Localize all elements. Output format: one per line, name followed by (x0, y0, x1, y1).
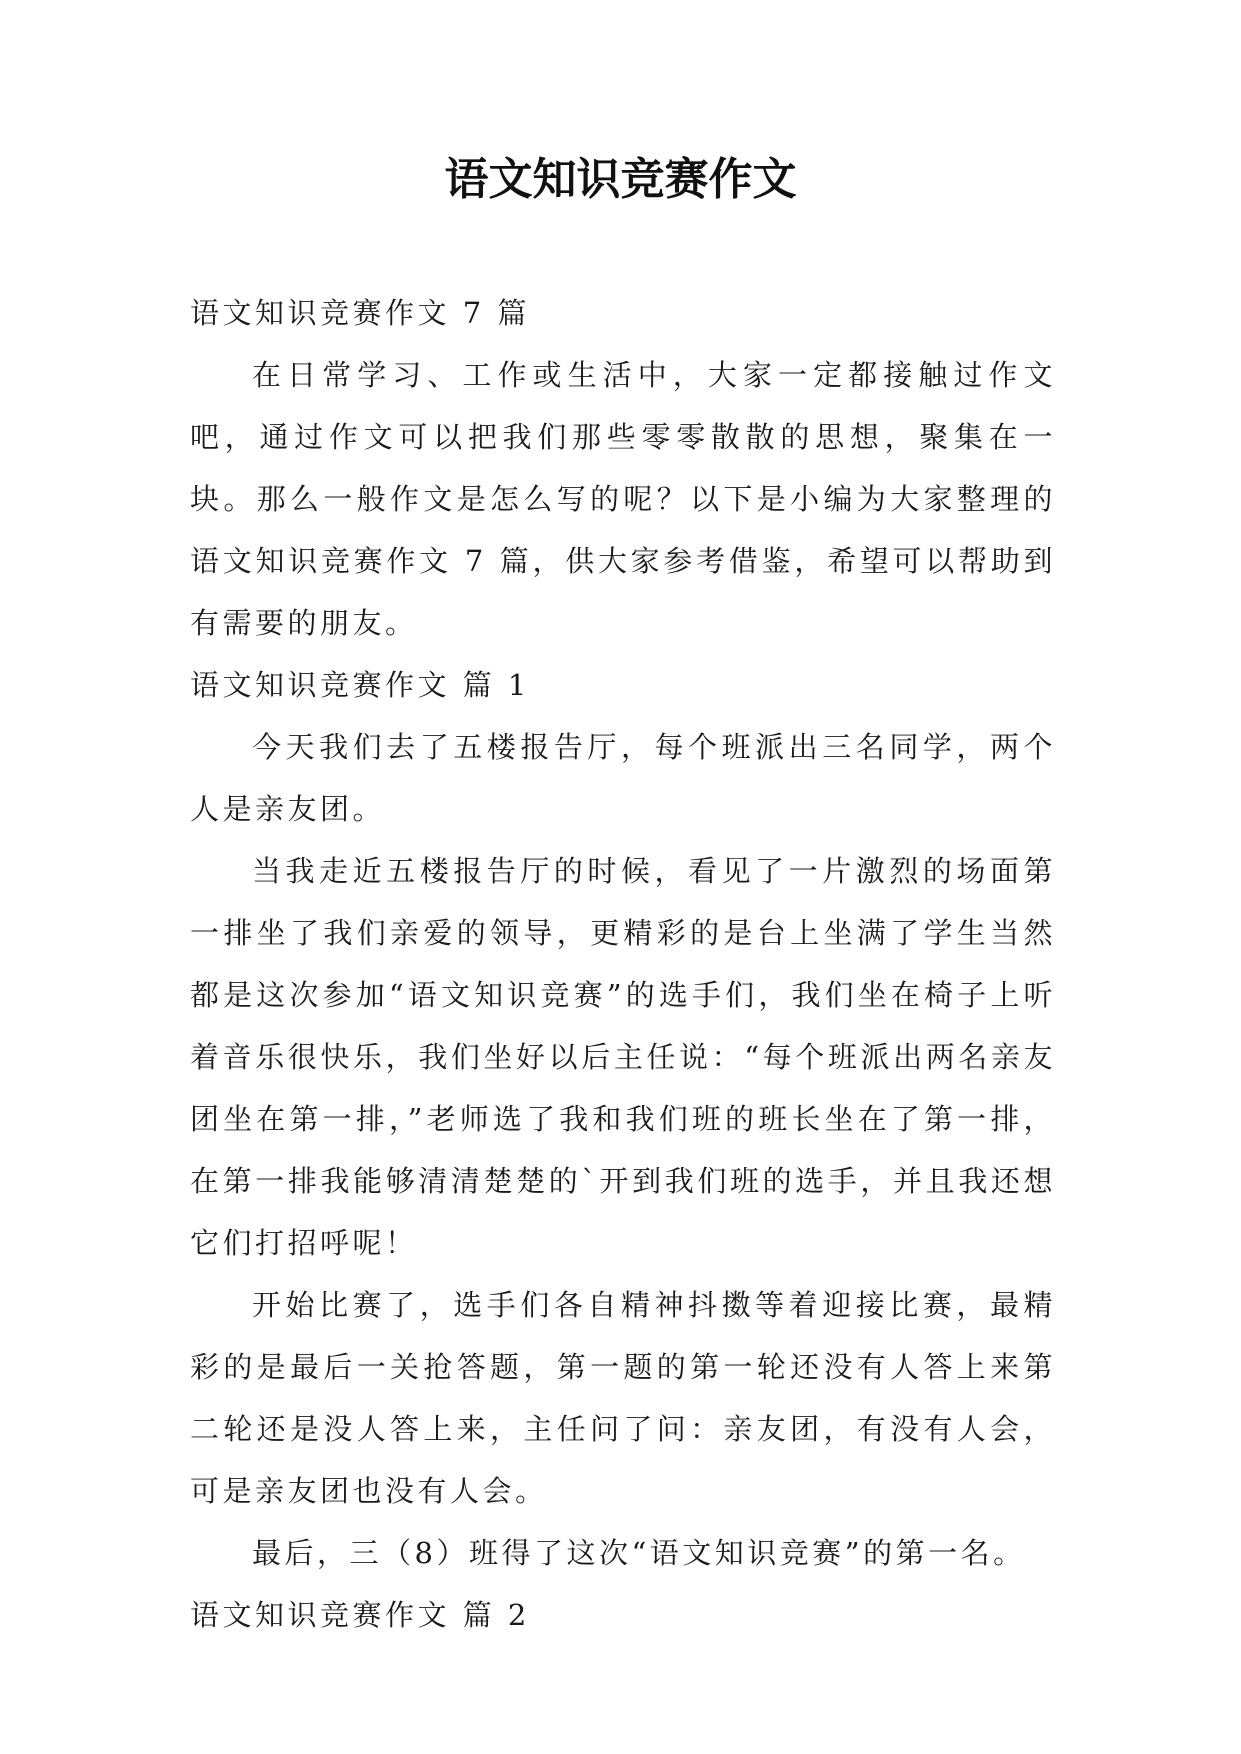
intro-paragraph: 在日常学习、工作或生活中，大家一定都接触过作文吧，通过作文可以把我们那些零零散散的思想，聚集在一块。那么一般作文是怎么写的呢？以下是小编为大家整理的语文知识竞赛作文 7 篇，供大家参考借鉴，希望可以帮助到有需要的朋友。 (190, 358, 1056, 640)
document-body (190, 282, 1056, 1646)
section-heading-1: 语文知识竞赛作文 篇 1 (190, 668, 530, 702)
document-title: 语文知识竞赛作文 (444, 154, 797, 205)
paragraph: 开始比赛了，选手们各自精神抖擞等着迎接比赛，最精彩的是最后一关抢答题，第一题的第一轮还没有人答上来第二轮还是没人答上来，主任问了问：亲友团，有没有人会，可是亲友团也没有人会。 (190, 1288, 1056, 1508)
paragraph: 当我走近五楼报告厅的时候，看见了一片激烈的场面第一排坐了我们亲爱的领导，更精彩的是台上坐满了学生当然都是这次参加“语文知识竞赛”的选手们，我们坐在椅子上听着音乐很快乐，我们坐好以后主任说：“每个班派出两名亲友团坐在第一排，”老师选了我和我们班的班长坐在了第一排，在第一排我能够清清楚楚的`开到我们班的选手，并且我还想它们打招呼呢！ (190, 854, 1056, 1260)
paragraph: 今天我们去了五楼报告厅，每个班派出三名同学，两个人是亲友团。 (190, 730, 1056, 826)
intro-heading: 语文知识竞赛作文 7 篇 (190, 296, 530, 330)
section-heading-2: 语文知识竞赛作文 篇 2 (190, 1598, 530, 1632)
paragraph: 最后，三（8）班得了这次“语文知识竞赛”的第一名。 (252, 1536, 1026, 1570)
